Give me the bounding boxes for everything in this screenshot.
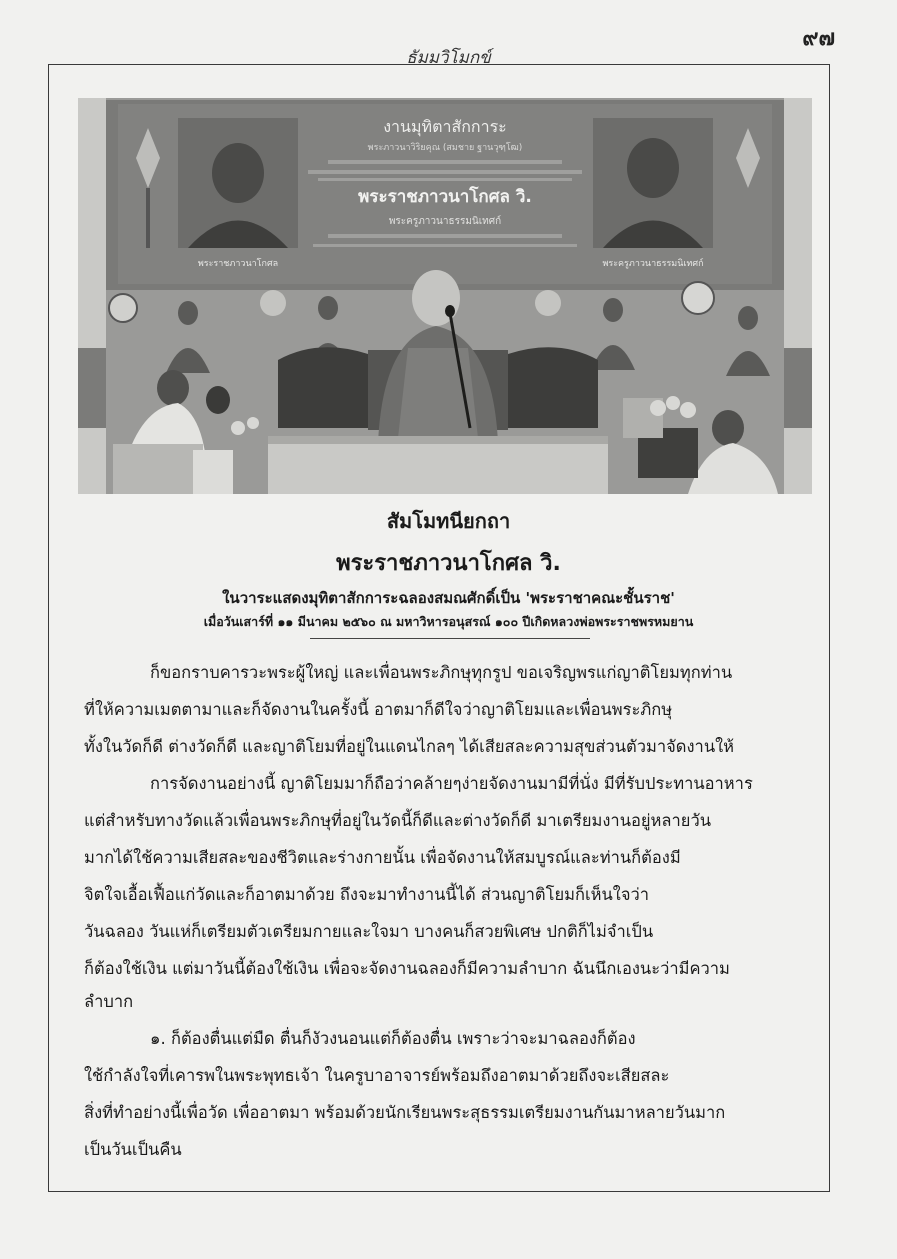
body-line: มากได้ใช้ความเสียสละของชีวิตและร่างกายนั้น เพื่อจัดงานให้สมบูรณ์และท่านก็ต้องมี — [84, 848, 681, 867]
body-line: ทั้งในวัดก็ดี ต่างวัดก็ดี และญาติโยมที่อยู่ในแดนไกลๆ ได้เสียสละความสุขส่วนตัวมาจัดงานให้ — [84, 737, 735, 756]
body-line: จิตใจเอื้อเฟื้อแก่วัดและก็อาตมาด้วย ถึงจะมาทำงานนี้ได้ ส่วนญาติโยมก็เห็นใจว่า — [84, 885, 650, 904]
banner-name: พระราชภาวนาโกศล วิ. — [358, 187, 532, 207]
body-line: แต่สำหรับทางวัดแล้วเพื่อนพระภิกษุที่อยู่ในวัดนี้ก็ดีและต่างวัดก็ดี มาเตรียมงานอยู่หลายวัน — [84, 811, 712, 830]
body-line: ๑. ก็ต้องตื่นแต่มืด ตื่นก็งัวงนอนแต่ก็ต้องตื่น เพราะว่าจะมาฉลองก็ต้อง — [150, 1029, 636, 1048]
speaker-name: พระราชภาวนาโกศล วิ. — [336, 551, 561, 576]
section-title: สัมโมทนียกถา — [386, 509, 511, 533]
right-portrait-caption: พระครูภาวนาธรรมนิเทศก์ — [602, 259, 704, 269]
date-line: เมื่อวันเสาร์ที่ ๑๑ มีนาคม ๒๕๖๐ ณ มหาวิหารอนุสรณ์ ๑๐๐ ปีเกิดหลวงพ่อพระราชพรหมยาน — [203, 614, 694, 629]
body-line: ก็ต้องใช้เงิน แต่มาวันนี้ต้องใช้เงิน เพื่อจะจัดงานฉลองก็มีความลำบาก ฉันนึกเองนะว่ามีความ — [84, 959, 730, 978]
running-head: ธัมมวิโมกข์ — [406, 48, 491, 68]
occasion-line: ในวาระแสดงมุทิตาสักการะฉลองสมณศักดิ์เป็น 'พระราชาคณะชั้นราช' — [222, 589, 675, 607]
body-line: เป็นวันเป็นคืน — [84, 1140, 182, 1159]
banner-title: งานมุทิตาสักการะ — [383, 117, 507, 136]
body-line: ใช้กำลังใจที่เคารพในพระพุทธเจ้า ในครูบาอาจารย์พร้อมถึงอาตมาด้วยถึงจะเสียสละ — [84, 1066, 670, 1085]
ceremony-photo — [78, 98, 812, 494]
body-line: ก็ขอกราบคารวะพระผู้ใหญ่ และเพื่อนพระภิกษุทุกรูป ขอเจริญพรแก่ญาติโยมทุกท่าน — [150, 663, 733, 682]
heading-rule — [310, 638, 590, 639]
page-number: ๙๗ — [802, 25, 835, 51]
body-line: สิ่งที่ทำอย่างนี้เพื่อวัด เพื่ออาตมา พร้อมด้วยนักเรียนพระสุธรรมเตรียมงานกันมาหลายวันมาก — [84, 1103, 726, 1122]
body-line: ที่ให้ความเมตตามาและก็จัดงานในครั้งนี้ อาตมาก็ดีใจว่าญาติโยมและเพื่อนพระภิกษุ — [84, 700, 673, 719]
banner-line3: พระครูภาวนาธรรมนิเทศก์ — [388, 216, 502, 227]
body-line: วันฉลอง วันแห่ก็เตรียมตัวเตรียมกายและใจมา บางคนก็สวยพิเศษ ปกติก็ไม่จำเป็น — [84, 922, 654, 941]
body-line: การจัดงานอย่างนี้ ญาติโยมมาก็ถือว่าคล้ายๆง่ายจัดงานมามีที่นั่ง มีที่รับประทานอาหาร — [150, 774, 753, 793]
banner-subtitle: พระภาวนาวิริยคุณ (สมชาย ฐานวุฑฺโฒ) — [367, 143, 523, 153]
body-line: ลำบาก — [84, 992, 134, 1011]
left-portrait-caption: พระราชภาวนาโกศล — [197, 259, 279, 269]
